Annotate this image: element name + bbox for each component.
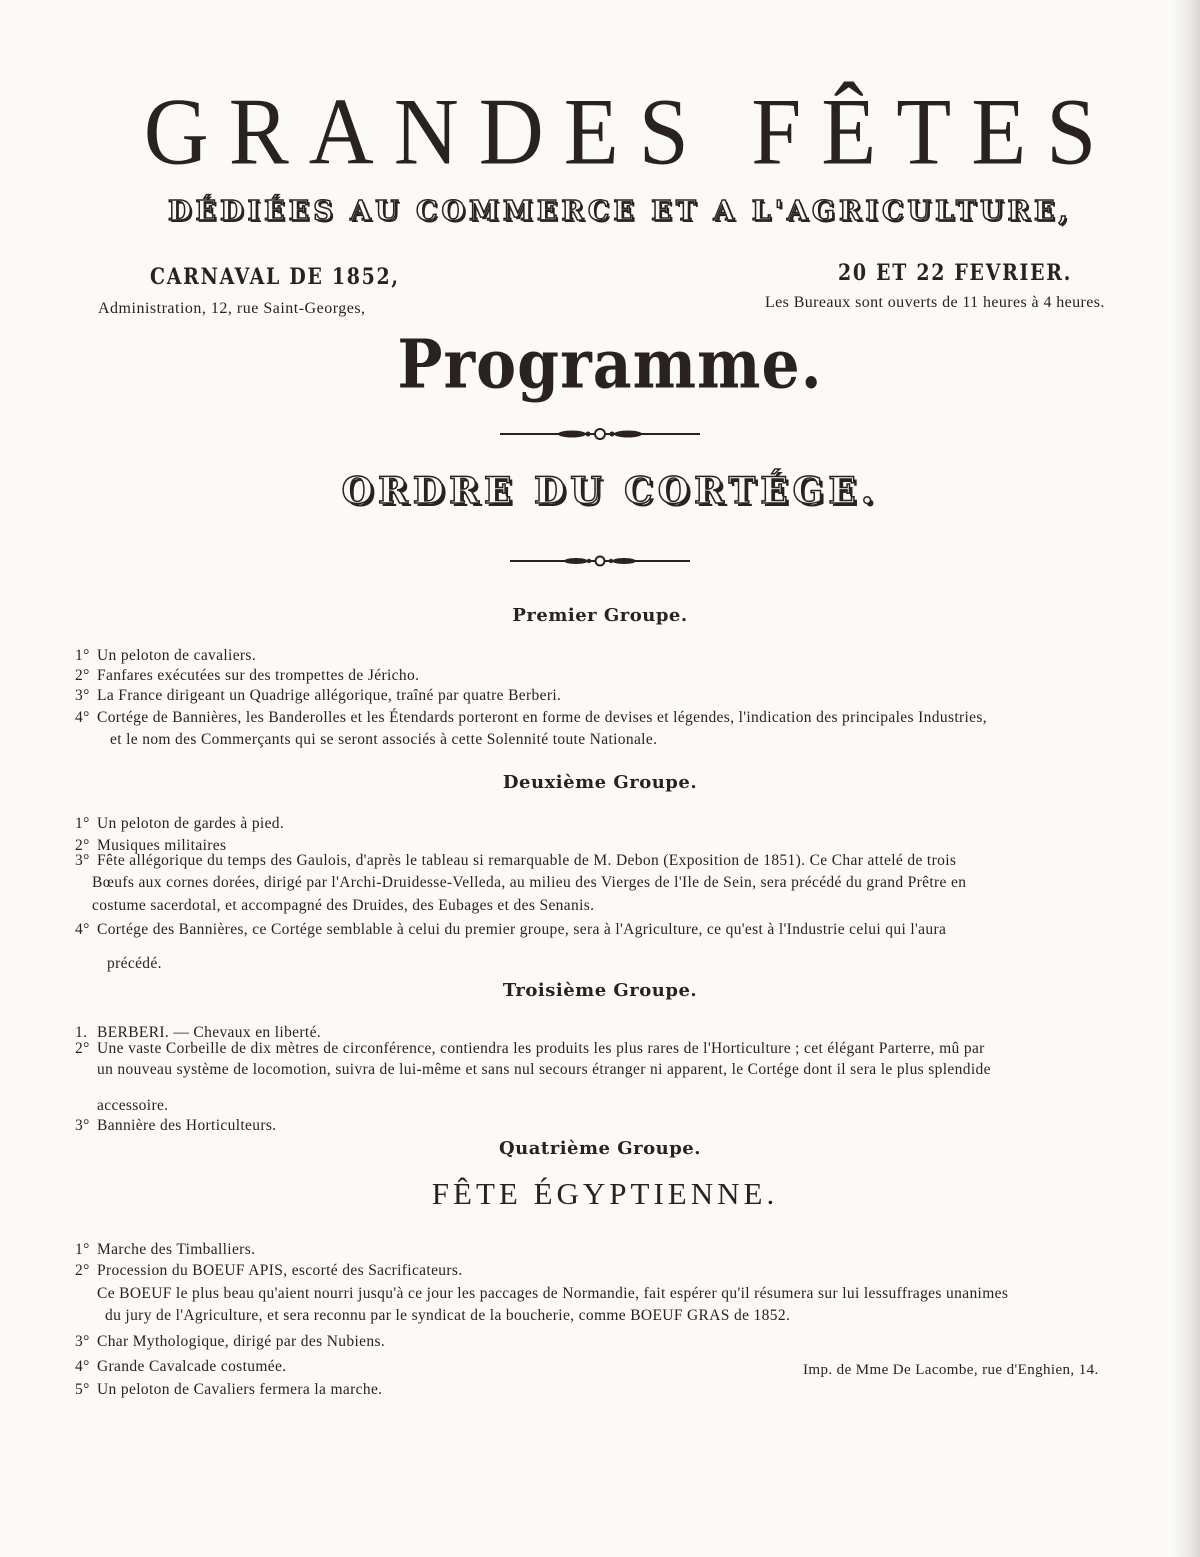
- list-item-continuation: [75, 1061, 991, 1079]
- item-text: Une vaste Corbeille de dix mètres de circonférence, contiendra les produits les plus rares de l'Horticulture ; cet élégant Parterre, mû par: [97, 1040, 985, 1057]
- list-item: [75, 1381, 382, 1399]
- list-item-continuation: [88, 731, 657, 749]
- item-text: Cortége des Bannières, ce Cortége semblable à celui du premier groupe, sera à l'Agriculture, ce qu'est à l'Industrie celui qui l'aura: [97, 921, 947, 938]
- list-item: [75, 667, 419, 685]
- ornament-divider-top: [0, 424, 1200, 448]
- item-number: 2°: [75, 1040, 90, 1057]
- item-text: Un peloton de cavaliers.: [97, 647, 257, 664]
- list-item: [75, 687, 561, 705]
- fete-egyptienne-heading: FÊTE ÉGYPTIENNE.: [431, 1176, 779, 1211]
- list-item: [75, 852, 956, 870]
- group-title-4: Quatrième Groupe.: [498, 1138, 702, 1159]
- programme-heading: Programme.: [397, 325, 823, 405]
- item-number: 4°: [75, 709, 90, 726]
- list-item-continuation: [75, 1285, 1008, 1303]
- item-text: costume sacerdotal, et accompagné des Druides, des Eubages et des Senanis.: [92, 897, 595, 914]
- list-item: [75, 709, 987, 727]
- list-item: [75, 1241, 255, 1259]
- item-text: Marche des Timballiers.: [97, 1241, 256, 1258]
- item-text: Cortége de Bannières, les Banderolles et les Étendards porteront en forme de devises et légendes, l'indication des principales Industries,: [97, 709, 987, 726]
- list-item: [75, 1333, 385, 1351]
- item-text: Fête allégorique du temps des Gaulois, d'après le tableau si remarquable de M. Debon (Exposition de 1851). Ce Char attelé de trois: [97, 852, 957, 869]
- list-item: [75, 1117, 276, 1135]
- item-number: 1°: [75, 647, 90, 664]
- poster-title: GRANDES FÊTES: [143, 80, 1117, 185]
- item-text: Un peloton de Cavaliers fermera la marche.: [97, 1381, 383, 1398]
- item-text: La France dirigeant un Quadrige allégorique, traîné par quatre Berberi.: [97, 687, 562, 704]
- item-number: 3°: [75, 1117, 90, 1134]
- item-text: Bannière des Horticulteurs.: [97, 1117, 277, 1134]
- group-title-3: Troisième Groupe.: [502, 980, 698, 1001]
- list-item-continuation: [83, 1307, 790, 1325]
- item-text: Grande Cavalcade costumée.: [97, 1358, 287, 1375]
- carnaval-year: CARNAVAL DE 1852,: [150, 264, 400, 290]
- ornament-divider-bottom: [0, 551, 1200, 575]
- item-number: 2°: [75, 837, 90, 854]
- item-number: 3°: [75, 687, 90, 704]
- list-item: [75, 1358, 286, 1376]
- poster-subtitle: DÉDIÉES AU COMMERCE ET A L'AGRICULTURE,: [168, 196, 1072, 227]
- list-item: [75, 815, 284, 833]
- office-hours: Les Bureaux sont ouverts de 11 heures à 4 heures.: [765, 294, 1105, 311]
- list-item-continuation: [75, 1097, 168, 1115]
- item-number: 1.: [75, 1024, 88, 1041]
- item-text: précédé.: [107, 955, 162, 972]
- list-item: [75, 921, 946, 939]
- item-text: Un peloton de gardes à pied.: [97, 815, 285, 832]
- item-number: 3°: [75, 1333, 90, 1350]
- group-title-1: Premier Groupe.: [512, 605, 688, 626]
- item-text: Bœufs aux cornes dorées, dirigé par l'Archi-Druidesse-Velleda, au milieu des Vierges de l'Ile de Sein, sera précédé du grand Prêtre en: [92, 874, 967, 891]
- item-text: Char Mythologique, dirigé par des Nubiens.: [97, 1333, 386, 1350]
- item-number: 5°: [75, 1381, 90, 1398]
- list-item: [75, 1262, 463, 1280]
- list-item-continuation: [70, 897, 594, 915]
- item-text: Fanfares exécutées sur des trompettes de Jéricho.: [97, 667, 420, 684]
- festival-dates: 20 ET 22 FEVRIER.: [838, 260, 1073, 286]
- group-title-2: Deuxième Groupe.: [502, 772, 698, 793]
- item-text: Musiques militaires: [97, 837, 227, 854]
- item-text: Ce BOEUF le plus beau qu'aient nourri jusqu'à ce jour les paccages de Normandie, fait espérer qu'il résumera sur lui lessuffrages unanimes: [97, 1285, 1009, 1302]
- cortege-order-heading: ORDRE DU CORTÉGE.: [341, 470, 879, 512]
- item-text: Procession du BOEUF APIS, escorté des Sacrificateurs.: [97, 1262, 463, 1279]
- item-text: accessoire.: [97, 1097, 169, 1114]
- list-item: [75, 1040, 985, 1058]
- list-item-continuation: [70, 874, 966, 892]
- item-text: du jury de l'Agriculture, et sera reconnu par le syndicat de la boucherie, comme BOEUF GRAS de 1852.: [105, 1307, 791, 1324]
- item-text: un nouveau système de locomotion, suivra de lui-même et sans nul secours étranger ni apparent, le Cortége dont il sera le plus splendide: [97, 1061, 991, 1078]
- item-number: 2°: [75, 1262, 90, 1279]
- item-number: 1°: [75, 1241, 90, 1258]
- item-number: 2°: [75, 667, 90, 684]
- item-number: 1°: [75, 815, 90, 832]
- item-text: et le nom des Commerçants qui se seront associés à cette Solennité toute Nationale.: [110, 731, 658, 748]
- administration-address: Administration, 12, rue Saint-Georges,: [98, 300, 366, 317]
- item-number: 4°: [75, 921, 90, 938]
- item-text: BERBERI. — Chevaux en liberté.: [97, 1024, 322, 1041]
- list-item-continuation: [85, 955, 162, 973]
- item-number: 4°: [75, 1358, 90, 1375]
- item-number: 3°: [75, 852, 90, 869]
- list-item: [75, 647, 256, 665]
- printer-imprint: Imp. de Mme De Lacombe, rue d'Enghien, 14.: [803, 1362, 1099, 1378]
